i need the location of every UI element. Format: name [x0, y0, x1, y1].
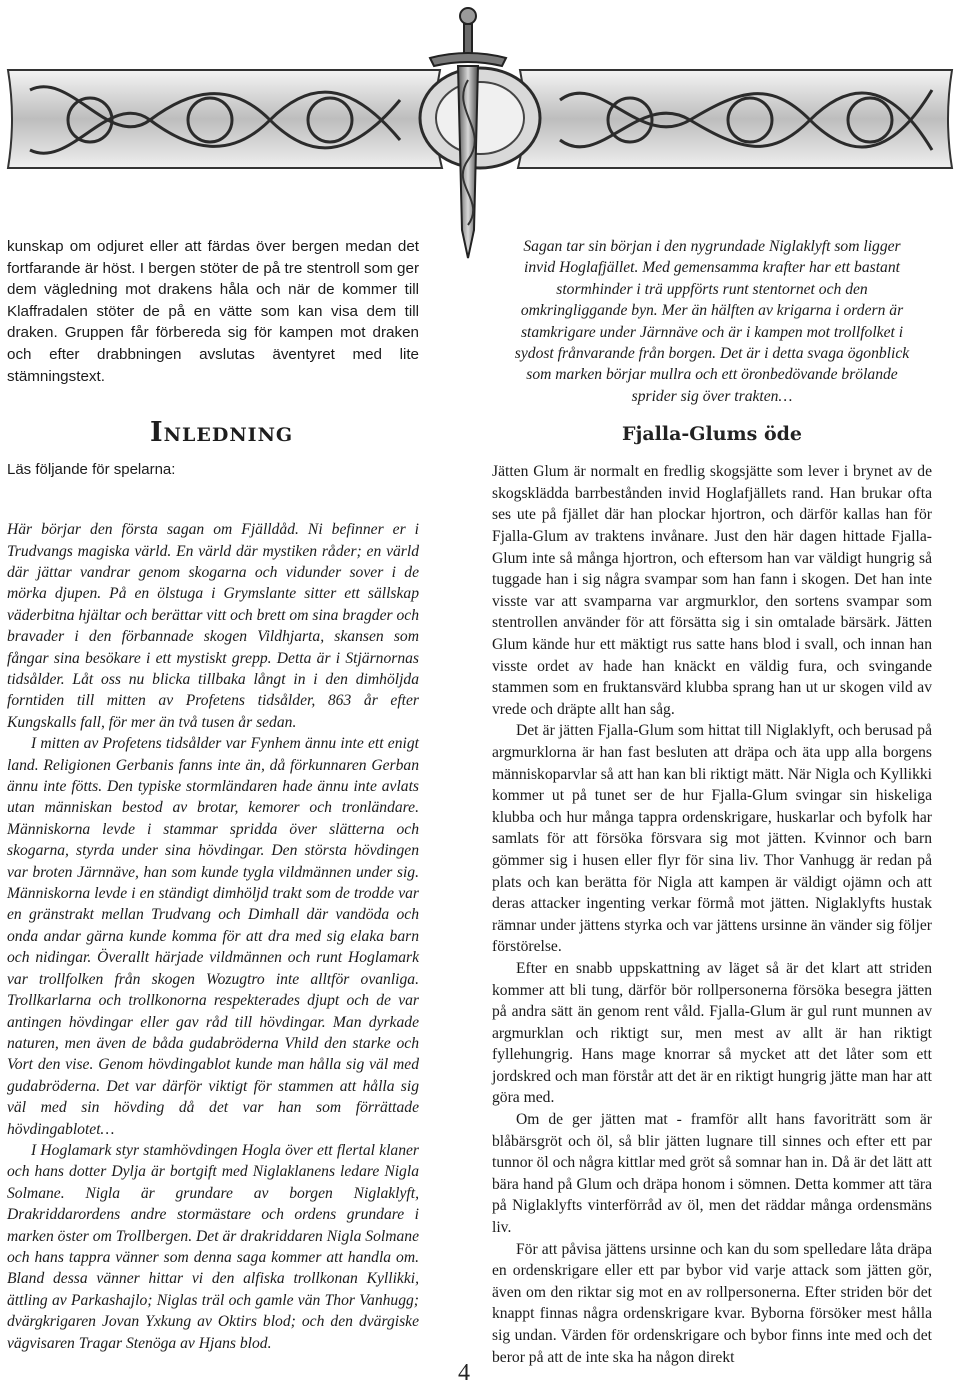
body-paragraph: Jätten Glum är normalt en fredlig skogsjätte som lever i brynet av de skogsklädda barrbestånden invid Hoglafjällets rand. Han brukar ofta ses ute på fjället där han plockar hjortron, och därför kallas han för Fjalla-Glum av traktens invånare. Just den här dagen hittade Fjalla-Glum inte så många hjortron, och eftersom han var väldigt hungrig så tuggade han i sig några svampar som han fann i skogen. Det han inte visste var att svamparna var argmurklor, den sortens svampar som stentrollen använder för att försätta sig i sin omtalade bärsärk. Jätten Glum kände hur ett mäktigt rus satte hans blod i svall, och innan han visste ordet av hade han knäckt en väldig fura, och svingande stammen som en fruktansvärd klubba sprang han ut ur skogen vild av vrede och dräpte allt han såg.	[492, 463, 932, 718]
fjalla-glum-body	[492, 461, 932, 1368]
body-paragraph: Det är jätten Fjalla-Glum som hittat till Niglaklyft, och berusad på argmurklorna är han fast besluten att dräpa och äta upp alla borgens människoparvlar så att han kan bli riktigt mätt. När Nigla och Kyllikki kommer ut på tunet ser de hur Fjalla-Glum svingar sin hiskeliga klubba och hur många tappra ordenskrigare, huskarlar och byfolk har samlats för att försöka försvara sig mot jätten. Kvinnor och barn gömmer sig i husen eller flyr för sina liv. Thor Vanhugg är redan på plats och kan berätta för Nigla att kampen är väldigt ojämn och att deras attacker ingenting verkar förmå mot jätten. Niglaklyfts hustak rämnar under jättens styrka och var jättens ursinne än vänder sig följer förstörelse.	[492, 722, 932, 956]
italic-paragraph: I Hoglamark styr stamhövdingen Hogla över ett flertal klaner och hans dotter Dylja är bortgift med Niglaklanens ledare Nigla Solmane. Nigla är grundare av borgen Niglaklyft, Drakriddarordens andre stormästare och ordens grundare i marken öster om Trollbergen. Det är drakriddaren Nigla Solmane och hans tappra vänner som denna saga kommer att handla om. Bland dessa vänner hittar vi den alfiska trollkonan Kyllikki, ättling av Parkashajlo; Niglas träl och gamle vän Thor Vanhugg; dvärgkrigaren Jovan Yxkung av Oktirs blod; och den dvärgiske vägvisaren Tragar Stenöga av Hjans blod.	[7, 1141, 419, 1352]
saga-intro-italic: Sagan tar sin början i den nygrundade Niglaklyft som ligger invid Hoglafjället. Med gemensamma krafter har ett bastant stormhinder i trä uppförts runt stentornet och den omkringliggande byn. Mer än hälften av krigarna i ordern är stamkrigare under Järnnäve och är i kampen mot trollfolket i sydost frånvarande från borgen. Det är i detta svaga ögonblick som marken börjar mullra och ett öronbedövande brölande sprider sig över trakten…	[514, 238, 910, 405]
section-title-inledning: Inledning	[150, 417, 294, 449]
body-paragraph: För att påvisa jättens ursinne och kan du som spelledare låta dräpa en ordenskrigare eller ett par bybor vid varje attack som jätten gör, även om den riktar sig mot en av rollpersonerna. Efter striden bör det knappt finnas några ordenskrigare kvar. Byborna försöker mest hålla sig undan. Värden för ordenskrigare och bybor finns inte med och det beror på att de inte ska ha någon direkt	[492, 1240, 932, 1366]
left-column	[7, 236, 419, 1354]
inledning-header	[7, 401, 419, 509]
right-column	[492, 236, 932, 1368]
read-aloud-label: Läs följande för spelarna:	[7, 461, 176, 479]
page-number: 4	[458, 1360, 470, 1386]
italic-paragraph: I mitten av Profetens tidsålder var Fynhem ännu inte ett enigt land. Religionen Gerbanis fanns inte än, då förkunnaren Gerban ännu inte fötts. Den typiske stormländaren hade ännu inte avlats utan människan bestod av brotar, kemorer och tronländare. Människorna levde i stammar spridda över slätterna och skogarna, styrda under sina hövdingar. Den största hövdingen var broten Järnnäve, han som kunde tygla vildmännen under sig. Människorna levde i en ständigt dimhöljd trakt som de trodde var en gränstrakt mellan Trudvang och Dimhall där vandöda och onda andar gärna kunde komma för att dra med sig elaka barn och nidingar. Överallt härjade vildmännen och runt Hoglamark var trollfolken från skogen Wozugtro inte alltför ovanliga. Trollkarlarna och trollkonorna respekterades djupt och de var antingen hövdingar eller gav råd till hövdingar. Man dyrkade naturen, men även de båda gudabröderna Vhild den starke och Vort den vise. Genom hövdingablot kunde man hålla sig väl med gudabröderna. Det var därför viktigt för stammen att hålla sig väl med sin hövding då det var han som förrättade hövdingablotet…	[7, 735, 419, 1138]
read-aloud-text	[7, 519, 419, 1354]
intro-paragraph: kunskap om odjuret eller att färdas över bergen medan det fortfarande är höst. I bergen stöter de på tre stentroll som ger dem vägledning mot drakens håla och när de kommer till Klaffradalen stöter de på en vätte som kan visa dem till draken. Gruppen får förbereda sig för kampen mot draken och efter drabbningen avslutas äventyret med lite stämningstext.	[7, 238, 419, 385]
body-paragraph: Om de ger jätten mat - framför allt hans favoriträtt som är blåbärsgröt och öl, så blir jätten lugnare till sinnes och efter ett par tunnor öl och några kittlar med gröt så somnar han in. Då är det lätt att bära hand på Glum och dräpa honom i sömnen. Detta kommer att tära på Niglaklyfts vinterförråd av öl, men det räddar många ordensmäns liv.	[492, 1111, 932, 1237]
section-title-fjalla-glum: Fjalla-Glums öde	[621, 423, 803, 446]
italic-paragraph: Här börjar den första sagan om Fjälldåd. Ni befinner er i Trudvangs magiska värld. En värld där mystiken råder; en värld där jättar vandrar genom skogarna och vidunder sover i de mörka djupen. På en ölstuga i Grymslante sitter ett sällskap väderbitna hjältar och berättar vitt och brett om sina bragder och bravader i den förbannade skogen Vildhjarta, skansen som fångar sina besökare i ett mystiskt grepp. Detta är i Stjärnornas tidsålder. Låt oss nu blicka tillbaka långt in i den dimhöljda forntiden till mitten av Profetens tidsålder, 863 år efter Kungskalls fall, för mer än två tusen år sedan.	[7, 521, 419, 731]
body-paragraph: Efter en snabb uppskattning av läget så är det klart att striden kommer att bli tung, därför bör rollpersonerna försöka besegra jätten på andra sätt än genom rent våld. Fjalla-Glum är gul runt munnen av argmurklan och riktigt sur, men mest av allt är han riktigt fyllehungrig. Hans mage knorrar så mycket att det låter som ett jordskred och man förstår att det är en riktigt hungrig jätte man har att göra med.	[492, 959, 932, 1107]
